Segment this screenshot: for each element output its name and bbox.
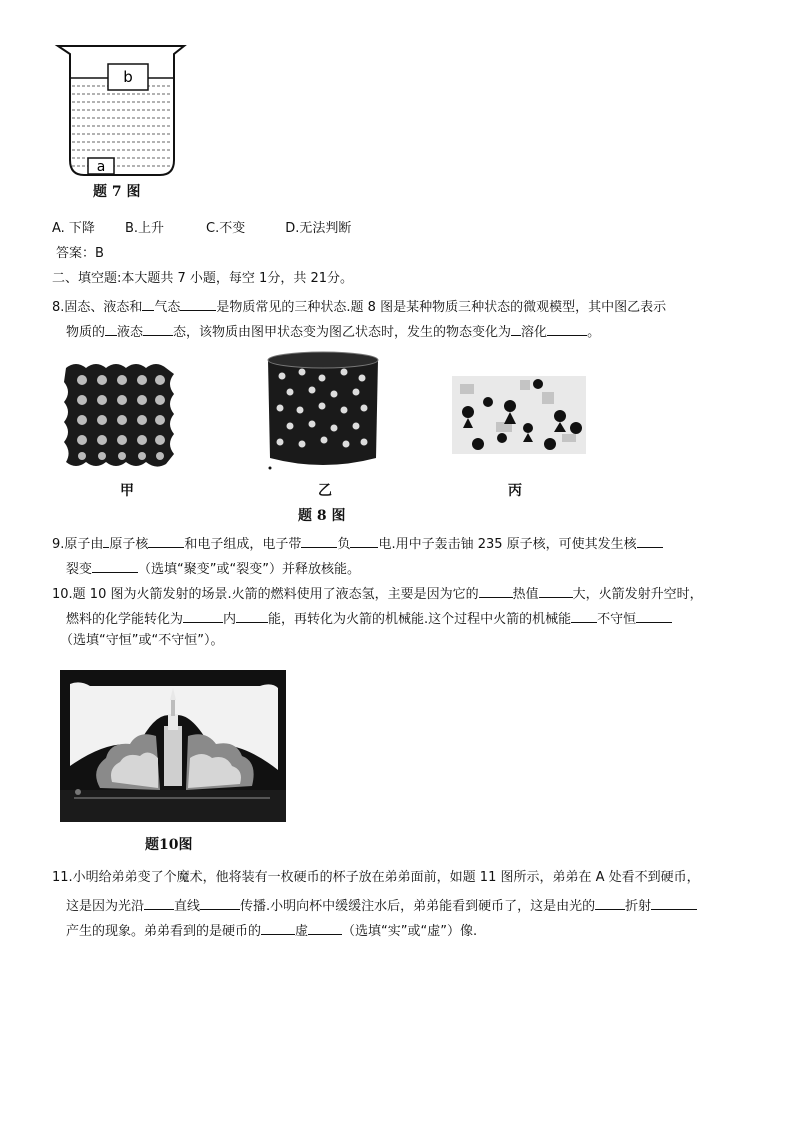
q9-line-1 (52, 533, 663, 553)
figure-8-label-jia: 甲 (120, 483, 134, 499)
q8-line-2 (66, 321, 600, 341)
text: 8.固态、液态和 (52, 300, 143, 315)
q11-line-3 (66, 920, 477, 940)
option-d: D.无法判断 (285, 221, 352, 236)
text: 9.原子由 (52, 537, 104, 552)
figure-10-rocket-launch (60, 670, 286, 822)
figure-8-caption: 题 8 图 (298, 508, 346, 524)
figure-7-caption: 题 7 图 (93, 184, 141, 200)
figure-8-solid (62, 360, 178, 470)
figure-10-caption: 题10图 (145, 837, 193, 853)
text: 大，火箭发射升空时， (572, 587, 703, 602)
figure-8-liquid (264, 350, 382, 472)
q10-line-2 (66, 608, 672, 628)
text: 10.题 10 图为火箭发射的场景.火箭的燃料使用了液态氢，主要是因为它的 (52, 587, 479, 602)
answer: 折射 (625, 899, 652, 914)
answer: 直线 (174, 899, 201, 914)
q10-line-3: （选填“守恒”或“不守恒”）。 (60, 633, 224, 648)
text: 态，该物质由图甲状态变为图乙状态时，发生的物态变化为 (173, 325, 512, 340)
text: 物质的 (66, 325, 106, 340)
answer: 气态 (154, 300, 181, 315)
text: 电.用中子轰击铀 235 原子核，可使其发生核 (378, 537, 637, 552)
block-b-label: b (123, 68, 133, 86)
text: （选填“实”或“虚”）像. (342, 924, 478, 939)
text: 是物质常见的三种状态.题 8 图是某种物质三种状态的微观模型，其中图乙表示 (216, 300, 667, 315)
text: 。 (587, 325, 601, 340)
figure-7-beaker (52, 40, 192, 180)
answer: 溶化 (521, 325, 548, 340)
answer: 内 (223, 612, 237, 627)
option-a: A. 下降 (52, 221, 95, 236)
answer: 虚 (295, 924, 309, 939)
q11-line-1: 11.小明给弟弟变了个魔术，他将装有一枚硬币的杯子放在弟弟面前，如题 11 图所示，弟弟在 A 处看不到硬币， (52, 870, 700, 885)
answer: 不守恒 (597, 612, 637, 627)
figure-8-gas (450, 372, 588, 458)
answer: 负 (337, 537, 351, 552)
block-a-label: a (96, 159, 106, 175)
q11-line-2 (66, 895, 697, 915)
q10-line-1 (52, 583, 703, 603)
q7-options (52, 221, 351, 237)
answer: 热值 (512, 587, 539, 602)
option-c: C.不变 (206, 221, 246, 236)
q7-answer: 答案：B (56, 246, 104, 261)
answer: 液态 (117, 325, 144, 340)
figure-8-label-bing: 丙 (508, 483, 522, 499)
text: 和电子组成，电子带 (184, 537, 302, 552)
section-2-heading: 二、填空题:本大题共 7 小题，每空 1分，共 21分。 (52, 271, 353, 286)
text: 燃料的化学能转化为 (66, 612, 184, 627)
figure-8-label-yi: 乙 (318, 483, 332, 499)
answer: 原子核 (109, 537, 149, 552)
answer: 裂变 (66, 562, 93, 577)
text: 传播.小明向杯中缓缓注水后，弟弟能看到硬币了，这是由光的 (240, 899, 596, 914)
q8-line-1 (52, 296, 666, 316)
text: 这是因为光沿 (66, 899, 145, 914)
q9-line-2 (66, 558, 360, 578)
text: 产生的现象。弟弟看到的是硬币的 (66, 924, 262, 939)
option-b: B.上升 (124, 221, 164, 236)
text: 能，再转化为火箭的机械能.这个过程中火箭的机械能 (268, 612, 572, 627)
text: （选填“聚变”或“裂变”）并释放核能。 (138, 562, 360, 577)
